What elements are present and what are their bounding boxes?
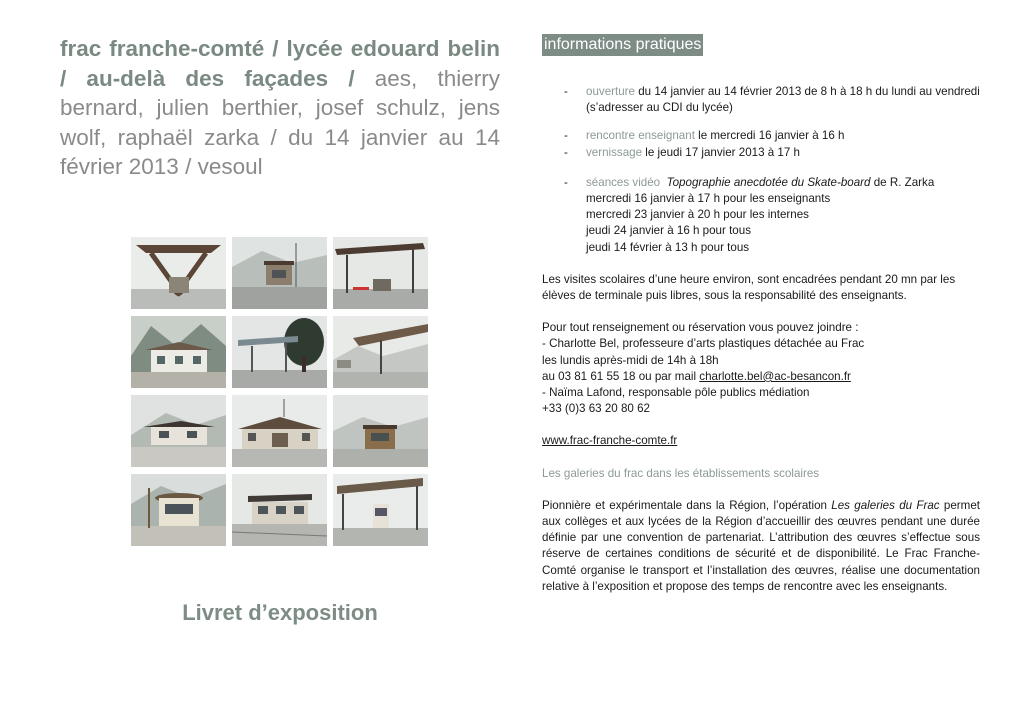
- opening-item: [564, 84, 980, 116]
- round-kiosk-icon: [131, 474, 226, 546]
- galleries-text-end: permet aux collèges et aux lycées de la Région d’accueillir des œuvres pendant une durée définie par une convention de partenariat. L’attribution des œuvres s’effectue sous réserve de certaines conditions de sécurité et de disponibilité. Le Frac Franche-Comté organise le transport et l’installation des œuvres, réalise une documentation relative à l’exposition et propose des temps de rencontre avec les enseignants.: [542, 498, 980, 593]
- events-list: [542, 128, 980, 160]
- gas-canopy-icon: [333, 474, 428, 546]
- contact-block: [542, 320, 980, 417]
- video-list: [542, 175, 980, 256]
- opening-list: [542, 84, 980, 116]
- email-link[interactable]: charlotte.bel@ac-besancon.fr: [699, 369, 851, 383]
- opening-label: ouverture: [586, 85, 635, 98]
- title-rest: aes, thierry bernard, julien berthier, josef schulz, jens wolf, raphaël zarka / du 14 janvier au 14 février 2013 / vesoul: [60, 65, 501, 179]
- video-session: mercredi 16 janvier à 17 h pour les enseignants: [586, 192, 831, 206]
- hut-icon: [131, 395, 226, 467]
- video-session: mercredi 23 janvier à 20 h pour les internes: [586, 208, 809, 222]
- contact-line: [542, 369, 980, 385]
- info-column: [542, 34, 980, 595]
- galleries-text: [542, 498, 980, 595]
- timber-shelter-icon: [131, 237, 226, 309]
- long-building-icon: [232, 395, 327, 467]
- video-session: jeudi 14 février à 13 h pour tous: [586, 240, 750, 254]
- vernissage-text: le jeudi 17 janvier 2013 à 17 h: [642, 145, 800, 159]
- station-icon: [232, 474, 327, 546]
- angled-roof-icon: [333, 316, 428, 388]
- opening-text: du 14 janvier au 14 février 2013 de 8 h à 18 h du lundi au vendredi (s’adresser au CDI du lycée): [586, 85, 980, 115]
- contact-line: les lundis après-midi de 14h à 18h: [542, 353, 719, 367]
- cover-column: [60, 34, 500, 182]
- website-link[interactable]: www.frac-franche-comte.fr: [542, 434, 678, 448]
- video-session: jeudi 24 janvier à 16 h pour tous: [586, 224, 752, 238]
- contact-intro: Pour tout renseignement ou réservation vous pouvez joindre :: [542, 321, 859, 335]
- vernissage-item: [564, 145, 980, 161]
- cabin-icon: [131, 316, 226, 388]
- canopy-shelter-icon: [333, 237, 428, 309]
- contact-line: - Naïma Lafond, responsable pôle publics médiation: [542, 386, 810, 400]
- meeting-label: rencontre enseignant: [586, 129, 695, 143]
- info-heading: informations pratiques: [542, 34, 703, 56]
- photo-grid: [131, 237, 428, 546]
- booklet-label: Livret d’exposition: [182, 600, 378, 625]
- video-item: [564, 175, 980, 256]
- video-author: de R. Zarka: [870, 175, 935, 189]
- contact-line: - Charlotte Bel, professeure d’arts plastiques détachée au Frac: [542, 337, 865, 351]
- galleries-text-start: Pionnière et expérimentale dans la Région, l’opération: [542, 498, 832, 512]
- meeting-text: le mercredi 16 janvier à 16 h: [694, 129, 845, 143]
- meeting-item: [564, 128, 980, 144]
- galleries-heading: Les galeries du frac dans les établissements scolaires: [542, 466, 820, 480]
- title-bold: frac franche-comté / lycée edouard belin / au-delà des façades /: [60, 36, 500, 91]
- vernissage-label: vernissage: [586, 145, 643, 159]
- contact-line: +33 (0)3 63 20 80 62: [542, 402, 650, 416]
- visits-text: Les visites scolaires d’une heure environ, sont encadrées pendant 20 mn par les élèves de terminale puis libres, sous la responsabilité des enseignants.: [542, 272, 956, 303]
- exhibition-title: [60, 34, 500, 182]
- border-post-icon: [232, 237, 327, 309]
- video-film: Topographie anecdotée du Skate-board: [666, 175, 871, 189]
- contact-phone-prefix: au 03 81 61 55 18 ou par mail: [542, 369, 700, 383]
- booth-icon: [333, 395, 428, 467]
- video-label: séances vidéo: [586, 175, 661, 189]
- galleries-text-italic: Les galeries du Frac: [831, 498, 940, 512]
- canopy-tree-icon: [232, 316, 327, 388]
